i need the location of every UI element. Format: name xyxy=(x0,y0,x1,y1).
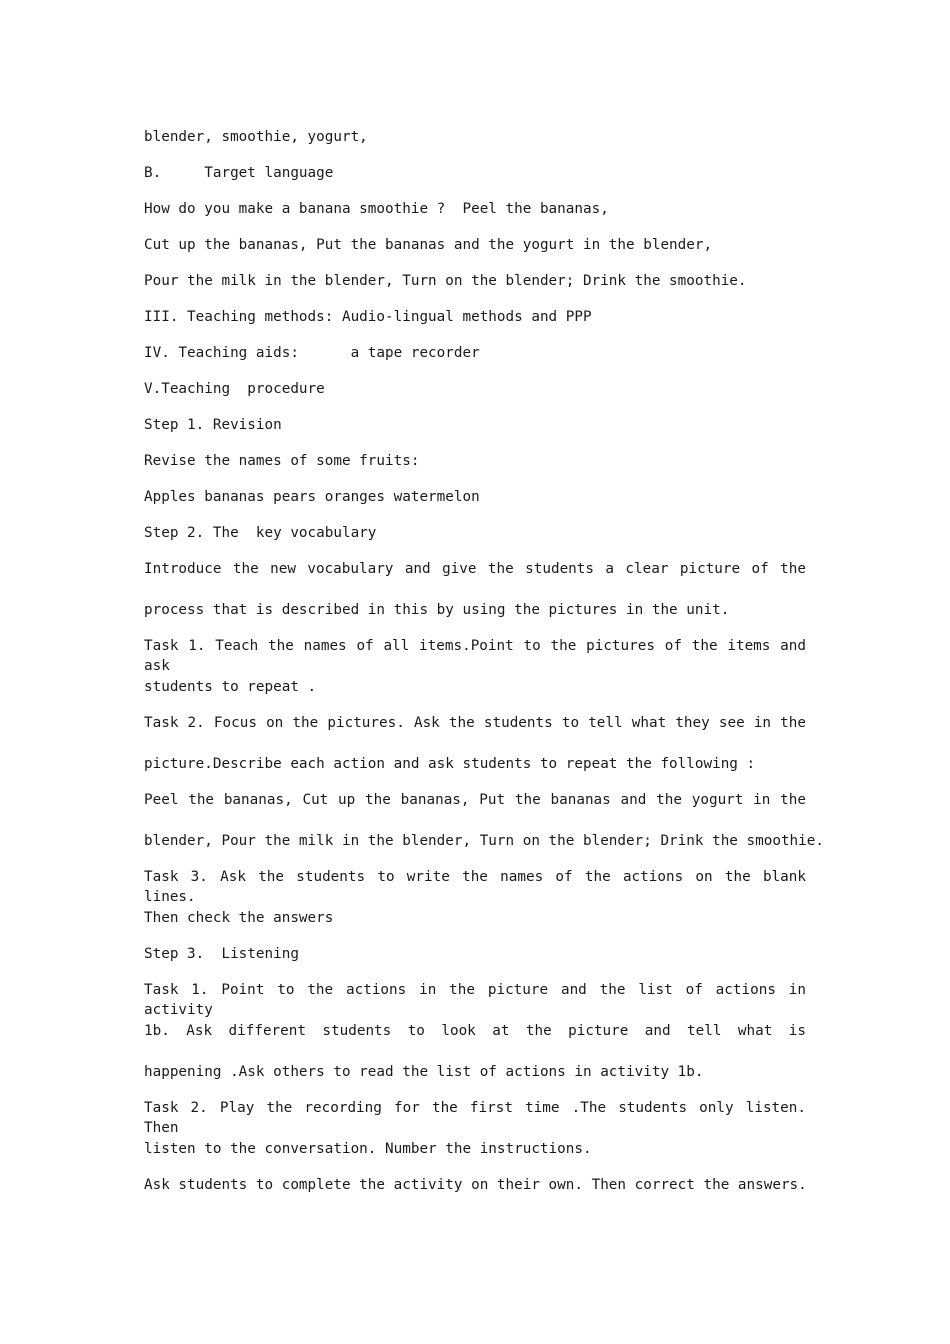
section-heading: B. Target language xyxy=(144,165,334,181)
text-line: 1b. Ask different students to look at the picture and tell what is xyxy=(144,1023,806,1039)
text-line: How do you make a banana smoothie ? Peel the bananas, xyxy=(144,201,609,217)
text-line: process that is described in this by using the pictures in the unit. xyxy=(144,602,730,618)
text-line: Cut up the bananas, Put the bananas and the yogurt in the blender, xyxy=(144,237,713,253)
task-line: Task 1. Point to the actions in the picture and the list of actions in activity xyxy=(144,982,806,1018)
task-line: Task 3. Ask the students to write the names of the actions on the blank lines. xyxy=(144,869,806,905)
text-line: listen to the conversation. Number the instructions. xyxy=(144,1141,592,1157)
text-line: Revise the names of some fruits: xyxy=(144,453,420,469)
text-line: happening .Ask others to read the list of actions in activity 1b. xyxy=(144,1064,704,1080)
text-line: Introduce the new vocabulary and give the students a clear picture of the xyxy=(144,561,806,577)
task-line: Task 2. Play the recording for the first time .The students only listen. Then xyxy=(144,1100,806,1136)
text-line: blender, smoothie, yogurt, xyxy=(144,129,368,145)
text-line: Apples bananas pears oranges watermelon xyxy=(144,489,480,505)
text-line: Pour the milk in the blender, Turn on the blender; Drink the smoothie. xyxy=(144,273,747,289)
task-line: Task 2. Focus on the pictures. Ask the students to tell what they see in the xyxy=(144,715,806,731)
text-line: picture.Describe each action and ask students to repeat the following : xyxy=(144,756,756,772)
step-heading: Step 3. Listening xyxy=(144,946,299,962)
section-heading: III. Teaching methods: Audio-lingual methods and PPP xyxy=(144,309,592,325)
section-heading: IV. Teaching aids: a tape recorder xyxy=(144,345,480,361)
section-heading: V.Teaching procedure xyxy=(144,381,325,397)
text-line: Peel the bananas, Cut up the bananas, Put the bananas and the yogurt in the xyxy=(144,792,806,808)
text-line: Then check the answers xyxy=(144,910,334,926)
text-line: blender, Pour the milk in the blender, Turn on the blender; Drink the smoothie. xyxy=(144,833,824,849)
step-heading: Step 2. The key vocabulary xyxy=(144,525,377,541)
step-heading: Step 1. Revision xyxy=(144,417,282,433)
task-line: Task 1. Teach the names of all items.Point to the pictures of the items and ask xyxy=(144,638,806,674)
text-line: Ask students to complete the activity on their own. Then correct the answers. xyxy=(144,1177,807,1193)
text-line: students to repeat . xyxy=(144,679,317,695)
